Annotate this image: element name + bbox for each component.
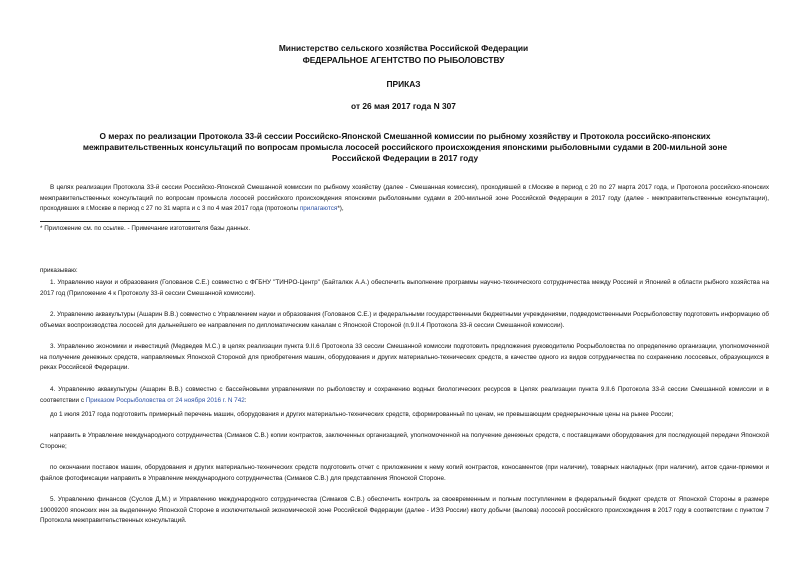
order-item-4c: по окончании поставок машин, оборудования и других материально-технических средств подготовить отчет с приложением к нему копий контрактов, коносаментов (при наличии), товарных накладных (при наличии), актов сдачи-приемки и файлов фотофиксации направить в Управление международного сотрудничества (Симаков С.В.) для представления Японской Стороне.: [40, 464, 769, 482]
title-line: О мерах по реализации Протокола 33-й сессии Российско-Японской Смешанной комиссии по рыбному хозяйству и Протокола российско-японских: [99, 131, 711, 141]
order-item-3: 3. Управлению экономики и инвестиций (Медведев М.С.) в целях реализации пункта 9.II.6 Протокола 33 сессии Смешанной комиссии подготовить предложения руководителю Росрыболовства по определению организации, уполномоченной на получение денежных средств, направляемых Японской Стороной для приобретения машин, оборудования и других материально-технических средств, в качестве одного из видов сотрудничества по сохранению лососевых, образующихся в реках Российской Федерации.: [40, 343, 769, 372]
order-item-4-end: :: [244, 396, 247, 404]
attachments-link[interactable]: прилагаются: [299, 205, 338, 213]
ministry-name: Министерство сельского хозяйства Российской Федерации: [278, 43, 529, 53]
preamble-suffix: *),: [337, 205, 344, 213]
preamble-text: В целях реализации Протокола 33-й сессии Российско-Японской Смешанной комиссии по рыбному хозяйству (далее - Смешанная комиссия), проходившей в г.Москве в период с 20 по 27 марта 2017 года, и Протокола российско-японских межправительственных консультаций по вопросам промысла лососей российского происхождения японскими рыболовными судами в 200-мильной зоне Российской Федерации в 2017 году (далее - межправительственные консультации), проходивших в г.Москве в период с 27 по 31 марта и с 3 по 4 мая 2017 года (протоколы: [40, 184, 769, 213]
footnote: * Приложение см. по ссылке. - Примечание изготовителя базы данных.: [40, 225, 251, 232]
document-type: ПРИКАЗ: [386, 79, 421, 89]
agency-name: ФЕДЕРАЛЬНОЕ АГЕНТСТВО ПО РЫБОЛОВСТВУ: [302, 55, 505, 65]
footnote-divider: [40, 221, 200, 222]
document-date-number: от 26 мая 2017 года N 307: [351, 101, 456, 111]
title-line: Российской Федерации в 2017 году: [331, 153, 479, 163]
order-item-4b: направить в Управление международного сотрудничества (Симаков С.В.) копии контрактов, заключенных организацией, уполномоченной на получение денежных средств, с поставщиками оборудования для последующей передачи Японской Стороне;: [40, 432, 769, 450]
order-item-5: 5. Управлению финансов (Суслов Д.М.) и Управлению международного сотрудничества (Симаков С.В.) обеспечить контроль за своевременным и полным поступлением в федеральный бюджет средств от Японской Стороны в размере 19009200 японских иен за выделенную Японской Стороне в исключительной экономической зоне Российской Федерации (далее - ИЭЗ России) квоту добычи (вылова) лососей российского происхождения в 2017 году в соответствии с пунктом 7 Протокола межправительственных консультаций.: [40, 496, 769, 525]
order-word: приказываю:: [40, 267, 78, 274]
order-item-4-text: 4. Управлению аквакультуры (Ашарин В.В.) совместно с бассейновыми управлениями по рыболовству и сохранению водных биологических ресурсов в Целях реализации пункта 9.II.6 Протокола 33-й сессии Смешанной комиссии и в соответствии с: [40, 386, 769, 404]
preamble-paragraph: [40, 183, 769, 216]
order-item-2: 2. Управлению аквакультуры (Ашарин В.В.) совместно с Управлением науки и образования (Голованов С.Е.) и федеральными государственными бюджетными учреждениями, подведомственными Росрыболовству подготовить информацию об объемах воспроизводства лососей для дальнейшего ее направления по дипломатическим каналам с Японской Стороной (п.9.II.4 Протокола 33-й сессии Смешанной комиссии).: [40, 311, 769, 329]
decree-742-link[interactable]: Приказом Росрыболовства от 24 ноября 2016 г. N 742: [85, 396, 245, 404]
order-item-1: 1. Управлению науки и образования (Голованов С.Е.) совместно с ФГБНУ "ТИНРО-Центр" (Байталюк А.А.) обеспечить выполнение программы научно-технического сотрудничества между Россией и Японией в области рыбного хозяйства на 2017 год (Приложение 4 к Протоколу 33-й сессии Смешанной комиссии).: [40, 279, 769, 297]
order-item-4: [40, 385, 769, 407]
order-item-4a: до 1 июля 2017 года подготовить примерный перечень машин, оборудования и других материально-технических средств, сформированный по ценам, не превышающим среднерыночные цены на рынке России;: [50, 411, 674, 418]
title-line: межправительственных консультаций по вопросам промысла лососей российского происхождения японскими рыболовными судами в 200-мильной зоне: [82, 142, 728, 152]
